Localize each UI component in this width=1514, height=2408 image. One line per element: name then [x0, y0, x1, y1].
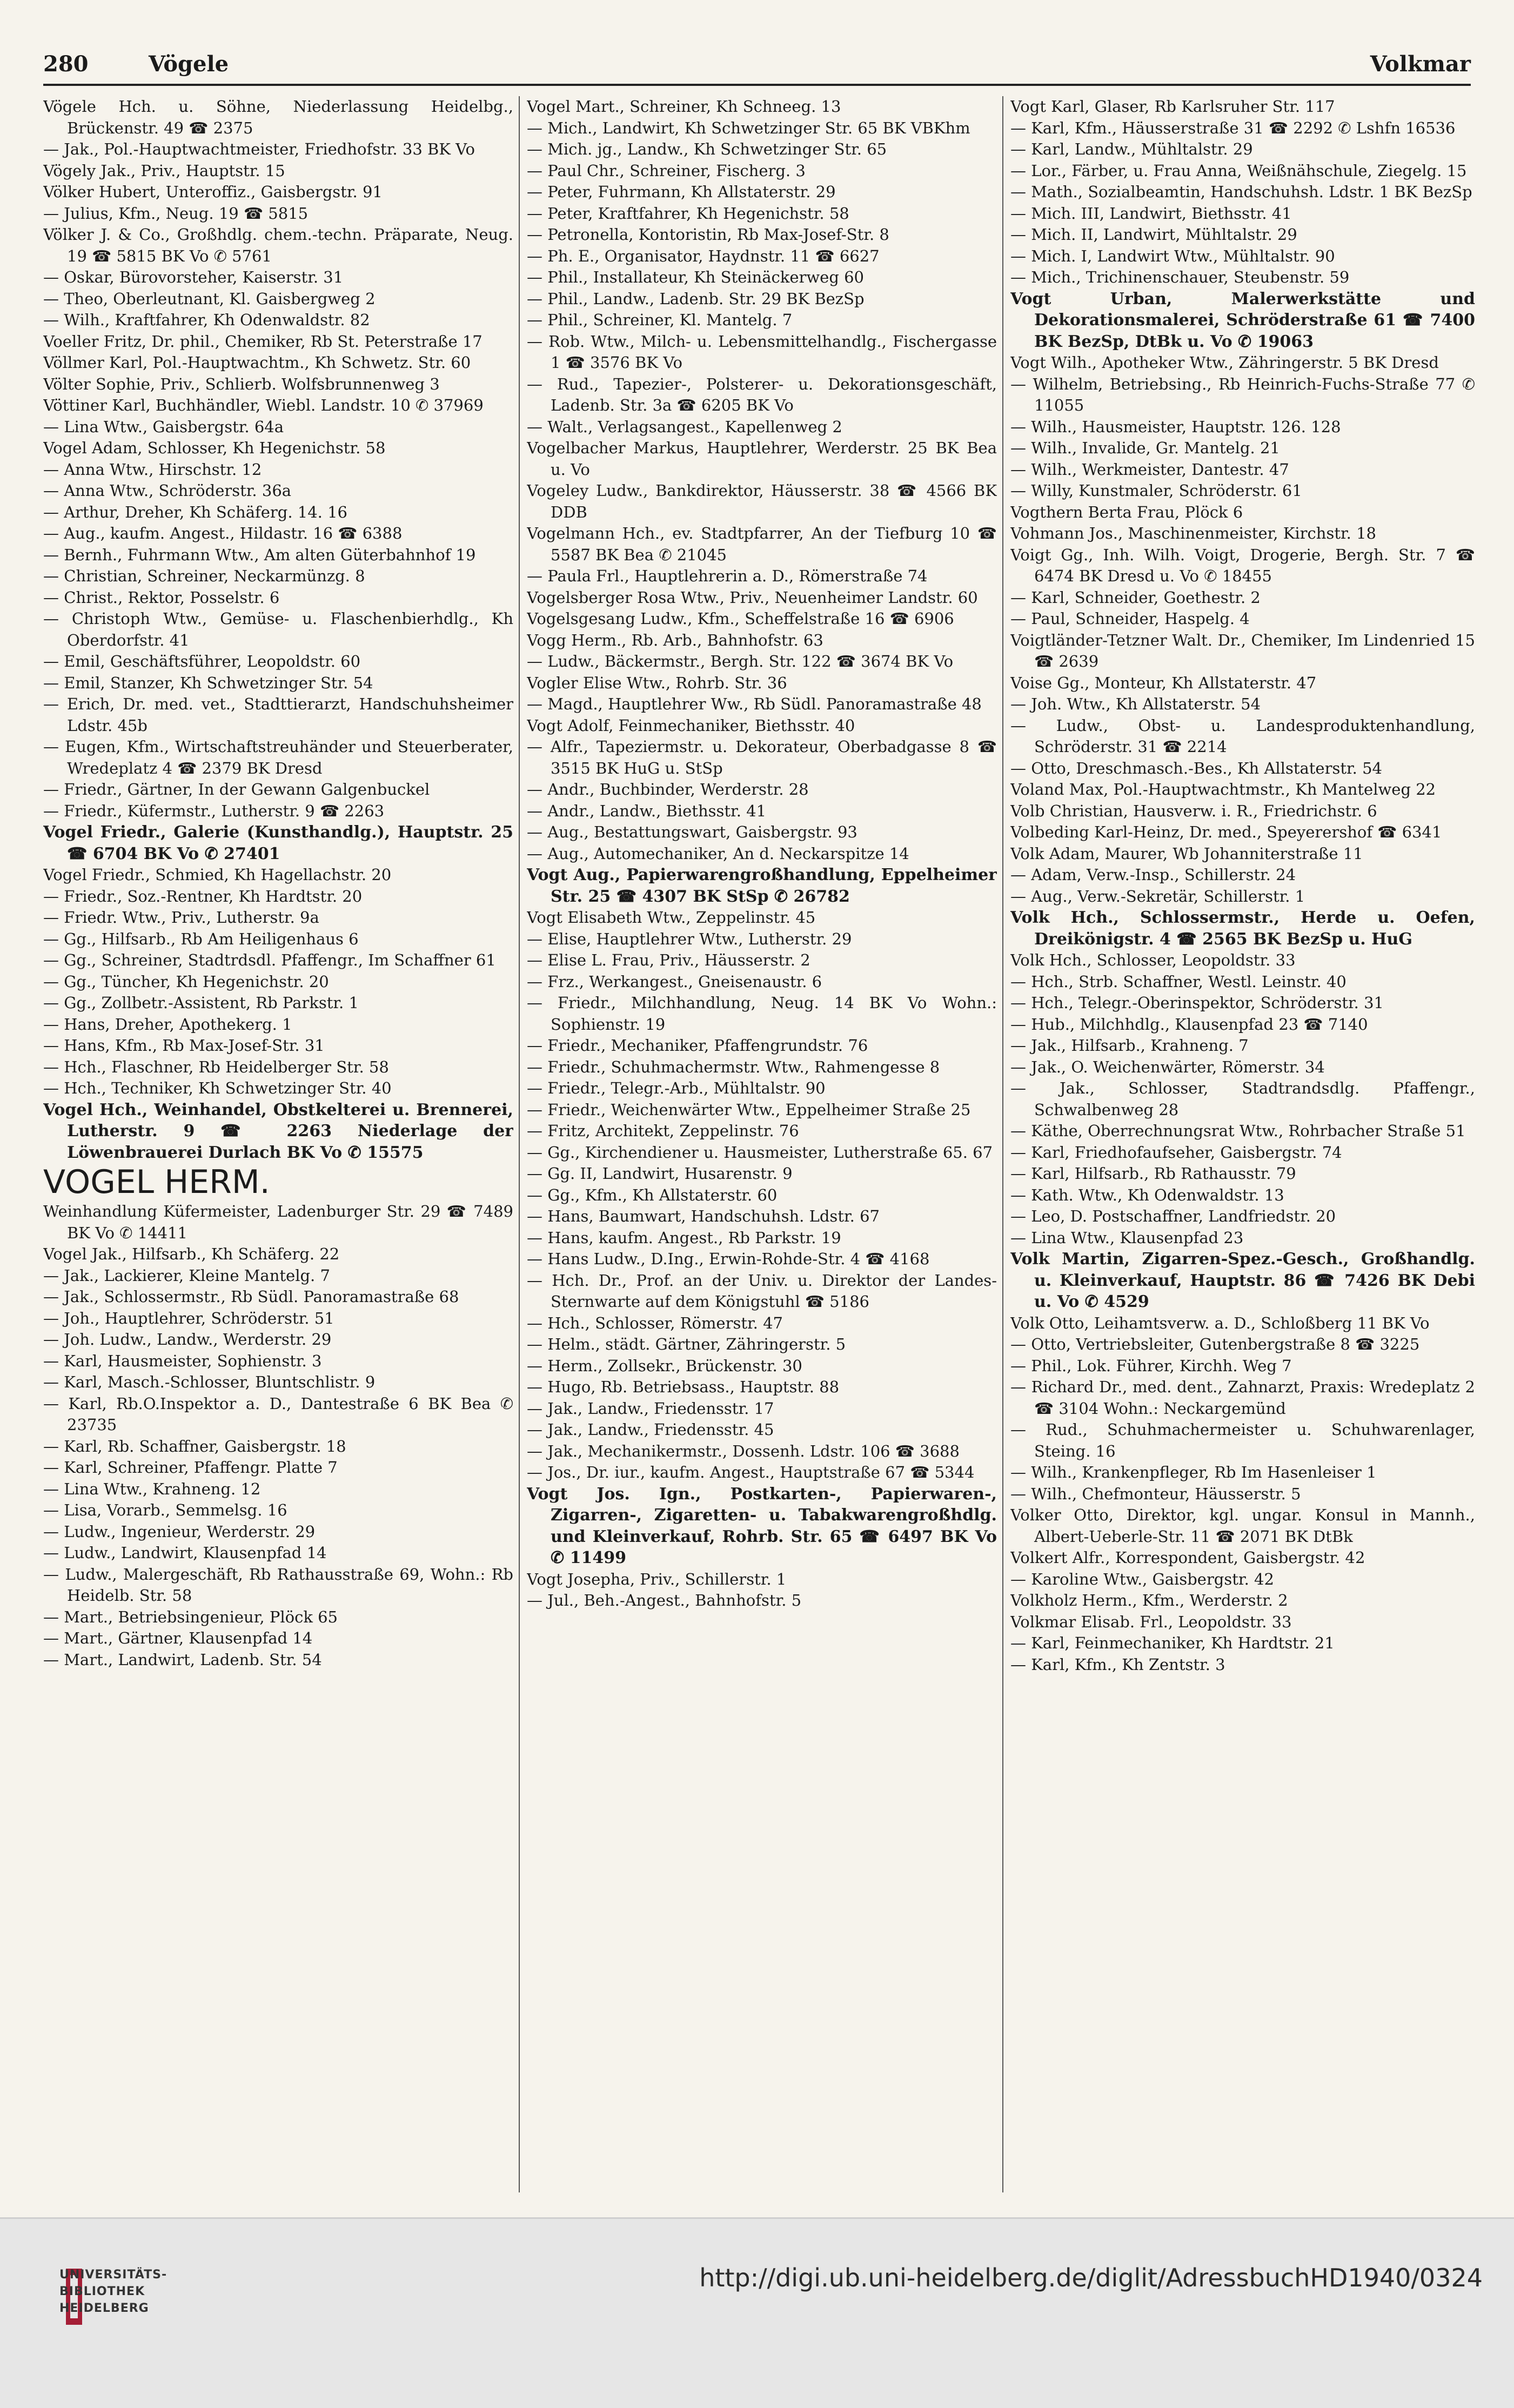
directory-entry: Vogel Jak., Hilfsarb., Kh Schäferg. 22 — [43, 1245, 340, 1263]
advertisement-name: VOGEL HERM. — [43, 1163, 270, 1201]
viewer-footer — [0, 2217, 1514, 2408]
directory-entry: — Wilh., Kraftfahrer, Kh Odenwaldstr. 82 — [43, 311, 370, 329]
directory-entry: — Walt., Verlagsangest., Kapellenweg 2 — [527, 417, 842, 436]
directory-entry: — Gg. II, Landwirt, Husarenstr. 9 — [527, 1164, 793, 1183]
directory-entry: — Hub., Milchhdlg., Klausenpfad 23 ☎ 7140 — [1010, 1015, 1368, 1034]
directory-entry: Vogthern Berta Frau, Plöck 6 — [1010, 502, 1243, 521]
column-2 — [527, 96, 997, 2192]
directory-entry: Voeller Fritz, Dr. phil., Chemiker, Rb St. Peterstraße 17 — [43, 332, 483, 351]
directory-entry: — Käthe, Oberrechnungsrat Wtw., Rohrbacher Straße 51 — [1010, 1122, 1466, 1140]
left-keyword: Vögele — [149, 51, 229, 77]
directory-entry: — Paul Chr., Schreiner, Fischerg. 3 — [527, 161, 806, 180]
directory-entry: — Hch., Schlosser, Römerstr. 47 — [527, 1313, 783, 1332]
directory-entry: — Jak., Mechanikermstr., Dossenh. Ldstr. 106 ☎ 3688 — [527, 1441, 960, 1460]
directory-entry: Vogt Josepha, Priv., Schillerstr. 1 — [527, 1569, 787, 1588]
directory-entry: — Karl, Schreiner, Pfaffengr. Platte 7 — [43, 1458, 338, 1477]
directory-entry: — Friedr., Schuhmachermstr. Wtw., Rahmengesse 8 — [527, 1057, 940, 1076]
directory-entry: — Oskar, Bürovorsteher, Kaiserstr. 31 — [43, 268, 344, 286]
directory-entry: — Adam, Verw.-Insp., Schillerstr. 24 — [1010, 866, 1296, 884]
directory-entry: — Ph. E., Organisator, Haydnstr. 11 ☎ 6627 — [527, 246, 880, 265]
directory-entry: — Rud., Tapezier-, Polsterer- u. Dekorationsgeschäft, Ladenb. Str. 3a ☎ 6205 BK Vo — [527, 374, 997, 414]
directory-entry: Volk Otto, Leihamtsverw. a. D., Schloßberg 11 BK Vo — [1010, 1313, 1430, 1332]
directory-entry: — Hch. Dr., Prof. an der Univ. u. Direktor der Landes-Sternwarte auf dem Königstuhl ☎ 5186 — [527, 1271, 997, 1311]
directory-entry: — Gg., Kirchendiener u. Hausmeister, Lutherstraße 65. 67 — [527, 1143, 993, 1162]
column-3 — [1010, 96, 1475, 2192]
directory-entry: — Jak., Schlosser, Stadtrandsdlg. Pfaffengr., Schwalbenweg 28 — [1010, 1079, 1475, 1119]
directory-entry: — Helm., städt. Gärtner, Zähringerstr. 5 — [527, 1335, 846, 1353]
directory-entry: — Aug., Bestattungswart, Gaisbergstr. 93 — [527, 823, 858, 841]
column-1 — [43, 96, 513, 2192]
directory-entry: — Kath. Wtw., Kh Odenwaldstr. 13 — [1010, 1185, 1284, 1204]
directory-entry: Vogt Aug., Papierwarengroßhandlung, Eppelheimer Str. 25 ☎ 4307 BK StSp ✆ 26782 — [527, 866, 997, 906]
directory-entry: — Peter, Kraftfahrer, Kh Hegenichstr. 58 — [527, 204, 849, 223]
directory-entry: — Gg., Zollbetr.-Assistent, Rb Parkstr. 1 — [43, 994, 359, 1012]
directory-entry: Vogt Adolf, Feinmechaniker, Biethsstr. 40 — [527, 716, 855, 735]
directory-entry: — Herm., Zollsekr., Brückenstr. 30 — [527, 1356, 802, 1375]
directory-entry: — Willy, Kunstmaler, Schröderstr. 61 — [1010, 481, 1302, 500]
directory-entry: — Gg., Tüncher, Kh Hegenichstr. 20 — [43, 972, 329, 991]
directory-entry: — Emil, Geschäftsführer, Leopoldstr. 60 — [43, 652, 361, 670]
directory-entry: — Mart., Landwirt, Ladenb. Str. 54 — [43, 1650, 322, 1669]
directory-entry: — Hans, Kfm., Rb Max-Josef-Str. 31 — [43, 1036, 325, 1055]
directory-entry: — Christian, Schreiner, Neckarmünzg. 8 — [43, 567, 365, 585]
directory-entry: — Peter, Fuhrmann, Kh Allstaterstr. 29 — [527, 183, 836, 201]
directory-entry: — Friedr., Weichenwärter Wtw., Eppelheimer Straße 25 — [527, 1100, 971, 1119]
directory-entry: — Petronella, Kontoristin, Rb Max-Josef-Str. 8 — [527, 225, 889, 244]
directory-entry: — Mich. jg., Landw., Kh Schwetzinger Str. 65 — [527, 140, 887, 158]
directory-entry: Vogg Herm., Rb. Arb., Bahnhofstr. 63 — [527, 630, 823, 649]
directory-entry: — Andr., Buchbinder, Werderstr. 28 — [527, 780, 809, 799]
directory-entry: — Karl, Masch.-Schlosser, Bluntschlistr. 9 — [43, 1373, 376, 1391]
directory-entry: — Lisa, Vorarb., Semmelsg. 16 — [43, 1501, 287, 1519]
column-divider — [519, 96, 520, 2192]
library-name — [59, 2266, 167, 2317]
directory-entry: — Karl, Kfm., Kh Zentstr. 3 — [1010, 1655, 1225, 1674]
directory-entry: Volb Christian, Hausverw. i. R., Friedrichstr. 6 — [1010, 801, 1377, 820]
directory-entry: — Hans Ludw., D.Ing., Erwin-Rohde-Str. 4 ☎ 4168 — [527, 1250, 930, 1268]
directory-entry: — Karl, Hilfsarb., Rb Rathausstr. 79 — [1010, 1164, 1296, 1183]
directory-entry: — Frz., Werkangest., Gneisenaustr. 6 — [527, 972, 822, 991]
directory-entry: Vogel Hch., Weinhandel, Obstkelterei u. Brennerei, Lutherstr. 9 ☎ 2263 Niederlage der Löwenbrauerei Durlach BK Vo ✆ 15575 — [43, 1100, 513, 1162]
directory-entry: — Hch., Strb. Schaffner, Westl. Leinstr. 40 — [1010, 972, 1346, 991]
directory-entry: — Gg., Hilfsarb., Rb Am Heiligenhaus 6 — [43, 929, 359, 948]
directory-entry: Volk Martin, Zigarren-Spez.-Gesch., Großhandlg. u. Kleinverkauf, Hauptstr. 86 ☎ 7426 BK Debi u. Vo ✆ 4529 — [1010, 1250, 1475, 1311]
directory-entry: — Mart., Gärtner, Klausenpfad 14 — [43, 1629, 313, 1647]
directory-entry: — Mich., Trichinenschauer, Steubenstr. 59 — [1010, 268, 1350, 286]
library-name-line: UNIVERSITÄTS- — [59, 2268, 168, 2282]
directory-entry: — Hans, Dreher, Apothekerg. 1 — [43, 1015, 292, 1034]
directory-entry: — Rud., Schuhmachermeister u. Schuhwarenlager, Steing. 16 — [1010, 1420, 1475, 1460]
directory-entry: Vogel Friedr., Galerie (Kunsthandlg.), Hauptstr. 25 ☎ 6704 BK Vo ✆ 27401 — [43, 823, 513, 863]
directory-entry: — Jak., Pol.-Hauptwachtmeister, Friedhofstr. 33 BK Vo — [43, 140, 475, 158]
directory-entry: — Lina Wtw., Gaisbergstr. 64a — [43, 417, 284, 436]
directory-entry: — Hch., Flaschner, Rb Heidelberger Str. 58 — [43, 1057, 389, 1076]
directory-entry: — Wilh., Chefmonteur, Häusserstr. 5 — [1010, 1484, 1301, 1503]
directory-entry: Völker J. & Co., Großhdlg. chem.-techn. Präparate, Neug. 19 ☎ 5815 BK Vo ✆ 5761 — [43, 225, 513, 265]
directory-entry: — Andr., Landw., Biethsstr. 41 — [527, 801, 767, 820]
directory-entry: — Karl, Feinmechaniker, Kh Hardtstr. 21 — [1010, 1634, 1335, 1652]
directory-entry: — Mich., Landwirt, Kh Schwetzinger Str. 65 BK VBKhm — [527, 118, 970, 137]
directory-entry: Vogel Friedr., Schmied, Kh Hagellachstr. 20 — [43, 866, 392, 884]
directory-entry: Volkert Alfr., Korrespondent, Gaisbergstr. 42 — [1010, 1548, 1365, 1567]
directory-entry: — Karl, Rb.O.Inspektor a. D., Dantestraße 6 BK Bea ✆ 23735 — [43, 1394, 513, 1434]
directory-entry: Völlmer Karl, Pol.-Hauptwachtm., Kh Schwetz. Str. 60 — [43, 353, 471, 372]
directory-entry: — Wilh., Krankenpfleger, Rb Im Hasenleiser 1 — [1010, 1463, 1377, 1481]
directory-entry: — Joh. Wtw., Kh Allstaterstr. 54 — [1010, 695, 1261, 713]
directory-entry: — Hans, kaufm. Angest., Rb Parkstr. 19 — [527, 1228, 841, 1247]
directory-entry: — Otto, Dreschmasch.-Bes., Kh Allstaterstr. 54 — [1010, 759, 1382, 777]
directory-entry: — Karl, Rb. Schaffner, Gaisbergstr. 18 — [43, 1437, 346, 1455]
directory-entry: — Hans, Baumwart, Handschuhsh. Ldstr. 67 — [527, 1207, 880, 1225]
directory-entry: — Anna Wtw., Hirschstr. 12 — [43, 460, 262, 479]
directory-entry: Vogelsberger Rosa Wtw., Priv., Neuenheimer Landstr. 60 — [527, 588, 978, 607]
column-divider — [1002, 96, 1003, 2192]
directory-entry: — Friedr. Wtw., Priv., Lutherstr. 9a — [43, 908, 319, 927]
directory-entry: Vogeley Ludw., Bankdirektor, Häusserstr. 38 ☎ 4566 BK DDB — [527, 481, 997, 521]
directory-entry: Vogel Mart., Schreiner, Kh Schneeg. 13 — [527, 97, 841, 116]
directory-entry: — Wilh., Invalide, Gr. Mantelg. 21 — [1010, 439, 1280, 457]
directory-entry: — Elise L. Frau, Priv., Häusserstr. 2 — [527, 951, 810, 969]
directory-entry: Vogelsgesang Ludw., Kfm., Scheffelstraße 16 ☎ 6906 — [527, 609, 954, 628]
directory-entry: — Elise, Hauptlehrer Wtw., Lutherstr. 29 — [527, 929, 852, 948]
directory-entry: — Phil., Installateur, Kh Steinäckerweg 60 — [527, 268, 865, 286]
directory-entry: — Jak., Landw., Friedensstr. 45 — [527, 1420, 774, 1439]
directory-entry: — Lor., Färber, u. Frau Anna, Weißnähschule, Ziegelg. 15 — [1010, 161, 1467, 180]
directory-entry: — Hch., Telegr.-Oberinspektor, Schröderstr. 31 — [1010, 994, 1384, 1012]
directory-entry: Vogt Wilh., Apotheker Wtw., Zähringerstr. 5 BK Dresd — [1010, 353, 1439, 372]
directory-entry: Volker Otto, Direktor, kgl. ungar. Konsul in Mannh., Albert-Ueberle-Str. 11 ☎ 2071 BK DtBk — [1010, 1506, 1475, 1546]
directory-entry: — Aug., Automechaniker, An d. Neckarspitze 14 — [527, 844, 909, 863]
directory-entry: — Leo, D. Postschaffner, Landfriedstr. 20 — [1010, 1207, 1336, 1225]
directory-entry: — Bernh., Fuhrmann Wtw., Am alten Güterbahnhof 19 — [43, 545, 476, 564]
directory-entry: — Fritz, Architekt, Zeppelinstr. 76 — [527, 1122, 799, 1140]
directory-entry: — Aug., kaufm. Angest., Hildastr. 16 ☎ 6388 — [43, 524, 403, 542]
directory-entry: — Theo, Oberleutnant, Kl. Gaisbergweg 2 — [43, 289, 376, 308]
directory-entry: — Mart., Betriebsingenieur, Plöck 65 — [43, 1607, 338, 1626]
directory-entry: Vöttiner Karl, Buchhändler, Wiebl. Landstr. 10 ✆ 37969 — [43, 396, 484, 414]
directory-entry: Vogt Elisabeth Wtw., Zeppelinstr. 45 — [527, 908, 816, 927]
directory-entry: Volkholz Herm., Kfm., Werderstr. 2 — [1010, 1591, 1288, 1609]
directory-entry: — Alfr., Tapeziermstr. u. Dekorateur, Oberbadgasse 8 ☎ 3515 BK HuG u. StSp — [527, 737, 997, 777]
directory-entry: — Emil, Stanzer, Kh Schwetzinger Str. 54 — [43, 673, 373, 692]
directory-entry: — Karoline Wtw., Gaisbergstr. 42 — [1010, 1569, 1274, 1588]
directory-entry: — Lina Wtw., Klausenpfad 23 — [1010, 1228, 1244, 1247]
directory-entry: — Mich. I, Landwirt Wtw., Mühltalstr. 90 — [1010, 246, 1335, 265]
directory-entry: — Otto, Vertriebsleiter, Gutenbergstraße 8 ☎ 3225 — [1010, 1335, 1420, 1353]
directory-entry: — Paul, Schneider, Haspelg. 4 — [1010, 609, 1250, 628]
directory-entry: Völker Hubert, Unteroffiz., Gaisbergstr. 91 — [43, 183, 383, 201]
directory-entry: — Anna Wtw., Schröderstr. 36a — [43, 481, 292, 500]
directory-entry: Voigt Gg., Inh. Wilh. Voigt, Drogerie, Bergh. Str. 7 ☎ 6474 BK Dresd u. Vo ✆ 18455 — [1010, 545, 1475, 585]
library-name-line: BIBLIOTHEK — [59, 2285, 145, 2298]
right-keyword: Volkmar — [1370, 51, 1471, 77]
directory-entry: Volkmar Elisab. Frl., Leopoldstr. 33 — [1010, 1612, 1292, 1631]
directory-entry: — Gg., Schreiner, Stadtrdsdl. Pfaffengr., Im Schaffner 61 — [43, 951, 496, 969]
directory-entry: — Ludw., Bäckermstr., Bergh. Str. 122 ☎ 3674 BK Vo — [527, 652, 954, 670]
directory-entry: — Phil., Lok. Führer, Kirchh. Weg 7 — [1010, 1356, 1292, 1375]
directory-entry: — Friedr., Küfermstr., Lutherstr. 9 ☎ 2263 — [43, 801, 385, 820]
directory-entry: — Hch., Techniker, Kh Schwetzinger Str. 40 — [43, 1079, 392, 1097]
directory-entry: — Ludw., Malergeschäft, Rb Rathausstraße 69, Wohn.: Rb Heidelb. Str. 58 — [43, 1565, 513, 1605]
directory-entry: — Aug., Verw.-Sekretär, Schillerstr. 1 — [1010, 887, 1305, 905]
running-head — [43, 51, 1471, 84]
directory-entry: — Phil., Schreiner, Kl. Mantelg. 7 — [527, 311, 793, 329]
directory-entry: — Richard Dr., med. dent., Zahnarzt, Praxis: Wredeplatz 2 ☎ 3104 Wohn.: Neckargemünd — [1010, 1378, 1475, 1418]
directory-entry: — Ludw., Landwirt, Klausenpfad 14 — [43, 1544, 327, 1562]
directory-entry: — Ludw., Ingenieur, Werderstr. 29 — [43, 1522, 316, 1541]
directory-entry: — Friedr., Gärtner, In der Gewann Galgenbuckel — [43, 780, 430, 799]
directory-entry: — Friedr., Soz.-Rentner, Kh Hardtstr. 20 — [43, 887, 363, 905]
directory-entry: Volk Hch., Schlossermstr., Herde u. Oefen, Dreikönigstr. 4 ☎ 2565 BK BezSp u. HuG — [1010, 908, 1475, 949]
directory-entry: — Karl, Landw., Mühltalstr. 29 — [1010, 140, 1253, 158]
directory-entry: — Rob. Wtw., Milch- u. Lebensmittelhandlg., Fischergasse 1 ☎ 3576 BK Vo — [527, 332, 997, 372]
directory-entry: — Karl, Kfm., Häusserstraße 31 ☎ 2292 ✆ Lshfn 16536 — [1010, 118, 1456, 137]
directory-entry: — Paula Frl., Hauptlehrerin a. D., Römerstraße 74 — [527, 567, 928, 585]
directory-entry: — Mich. III, Landwirt, Biethsstr. 41 — [1010, 204, 1292, 223]
directory-entry: — Jak., Landw., Friedensstr. 17 — [527, 1399, 774, 1418]
directory-entry: Vogt Karl, Glaser, Rb Karlsruher Str. 117 — [1010, 97, 1335, 116]
directory-entry: Vogt Jos. Ign., Postkarten-, Papierwaren-, Zigarren-, Zigaretten- u. Tabakwarengroßhdlg. und Kleinverkauf, Rohrb. Str. 65 ☎ 6497 BK Vo ✆ 11499 — [527, 1484, 997, 1567]
directory-entry: — Ludw., Obst- u. Landesproduktenhandlung, Schröderstr. 31 ☎ 2214 — [1010, 716, 1475, 756]
directory-entry: Vogelbacher Markus, Hauptlehrer, Werderstr. 25 BK Bea u. Vo — [527, 439, 997, 479]
directory-entry: — Karl, Hausmeister, Sophienstr. 3 — [43, 1351, 322, 1370]
directory-entry: Volk Hch., Schlosser, Leopoldstr. 33 — [1010, 951, 1296, 969]
directory-entry: — Julius, Kfm., Neug. 19 ☎ 5815 — [43, 204, 309, 223]
directory-entry: Volk Adam, Maurer, Wb Johanniterstraße 11 — [1010, 844, 1363, 863]
directory-entry: — Christ., Rektor, Posselstr. 6 — [43, 588, 280, 607]
directory-entry: — Wilh., Werkmeister, Dantestr. 47 — [1010, 460, 1289, 479]
directory-entry: — Wilh., Hausmeister, Hauptstr. 126. 128 — [1010, 417, 1341, 436]
directory-entry: — Joh. Ludw., Landw., Werderstr. 29 — [43, 1330, 332, 1349]
directory-entry: — Jak., Schlossermstr., Rb Südl. Panoramastraße 68 — [43, 1287, 459, 1306]
directory-entry: — Friedr., Telegr.-Arb., Mühltalstr. 90 — [527, 1079, 826, 1097]
directory-entry: — Christoph Wtw., Gemüse- u. Flaschenbierhdlg., Kh Oberdorfstr. 41 — [43, 609, 513, 649]
directory-entry: — Karl, Friedhofaufseher, Gaisbergstr. 74 — [1010, 1143, 1342, 1162]
directory-entry: Vohmann Jos., Maschinenmeister, Kirchstr. 18 — [1010, 524, 1376, 542]
directory-entry: — Erich, Dr. med. vet., Stadttierarzt, Handschuhsheimer Ldstr. 45b — [43, 695, 513, 735]
header-rule — [43, 84, 1471, 86]
permalink[interactable]: http://digi.ub.uni-heidelberg.de/diglit/AdressbuchHD1940/0324 — [699, 2263, 1483, 2292]
directory-entry: — Wilhelm, Betriebsing., Rb Heinrich-Fuchs-Straße 77 ✆ 11055 — [1010, 374, 1475, 414]
directory-entry: — Lina Wtw., Krahneng. 12 — [43, 1479, 261, 1498]
directory-entry: — Jak., Hilfsarb., Krahneng. 7 — [1010, 1036, 1249, 1055]
directory-entry: — Math., Sozialbeamtin, Handschuhsh. Ldstr. 1 BK BezSp — [1010, 183, 1472, 201]
directory-entry: — Gg., Kfm., Kh Allstaterstr. 60 — [527, 1185, 778, 1204]
directory-entry: — Joh., Hauptlehrer, Schröderstr. 51 — [43, 1309, 334, 1327]
directory-entry: Voise Gg., Monteur, Kh Allstaterstr. 47 — [1010, 673, 1317, 692]
directory-entry: — Friedr., Mechaniker, Pfaffengrundstr. 76 — [527, 1036, 868, 1055]
directory-entry: Vögely Jak., Priv., Hauptstr. 15 — [43, 161, 285, 180]
directory-entry: — Jul., Beh.-Angest., Bahnhofstr. 5 — [527, 1591, 802, 1609]
directory-entry: Vogel Adam, Schlosser, Kh Hegenichstr. 58 — [43, 439, 386, 457]
directory-entry: Voigtländer-Tetzner Walt. Dr., Chemiker, Im Lindenried 15 ☎ 2639 — [1010, 630, 1475, 670]
directory-entry: — Jos., Dr. iur., kaufm. Angest., Hauptstraße 67 ☎ 5344 — [527, 1463, 975, 1481]
directory-entry: — Friedr., Milchhandlung, Neug. 14 BK Vo Wohn.: Sophienstr. 19 — [527, 994, 997, 1034]
directory-entry: Volbeding Karl-Heinz, Dr. med., Speyerershof ☎ 6341 — [1010, 823, 1442, 841]
page-number: 280 — [43, 51, 89, 77]
directory-entry: — Jak., O. Weichenwärter, Römerstr. 34 — [1010, 1057, 1325, 1076]
directory-entry: Vogt Urban, Malerwerkstätte und Dekorationsmalerei, Schröderstraße 61 ☎ 7400 BK BezSp, DtBk u. Vo ✆ 19063 — [1010, 289, 1475, 351]
directory-entry: — Phil., Landw., Ladenb. Str. 29 BK BezSp — [527, 289, 865, 308]
directory-entry: Vogelmann Hch., ev. Stadtpfarrer, An der Tiefburg 10 ☎ 5587 BK Bea ✆ 21045 — [527, 524, 997, 564]
directory-entry: — Magd., Hauptlehrer Ww., Rb Südl. Panoramastraße 48 — [527, 695, 982, 713]
directory-entry: Vogler Elise Wtw., Rohrb. Str. 36 — [527, 673, 787, 692]
directory-entry: — Hugo, Rb. Betriebsass., Hauptstr. 88 — [527, 1378, 840, 1396]
directory-entry: — Eugen, Kfm., Wirtschaftstreuhänder und Steuerberater, Wredeplatz 4 ☎ 2379 BK Dresd — [43, 737, 513, 777]
directory-entry: Vögele Hch. u. Söhne, Niederlassung Heidelbg., Brückenstr. 49 ☎ 2375 — [43, 97, 513, 137]
directory-entry: Völter Sophie, Priv., Schlierb. Wolfsbrunnenweg 3 — [43, 374, 440, 393]
directory-entry: — Jak., Lackierer, Kleine Mantelg. 7 — [43, 1266, 330, 1285]
directory-entry: — Mich. II, Landwirt, Mühltalstr. 29 — [1010, 225, 1297, 244]
directory-entry: — Karl, Schneider, Goethestr. 2 — [1010, 588, 1261, 607]
directory-entry: Voland Max, Pol.-Hauptwachtmstr., Kh Mantelweg 22 — [1010, 780, 1436, 799]
directory-entry: — Arthur, Dreher, Kh Schäferg. 14. 16 — [43, 502, 348, 521]
library-name-line: HEIDELBERG — [59, 2302, 149, 2315]
directory-entry: Weinhandlung Küfermeister, Ladenburger Str. 29 ☎ 7489 BK Vo ✆ 14411 — [43, 1202, 513, 1242]
